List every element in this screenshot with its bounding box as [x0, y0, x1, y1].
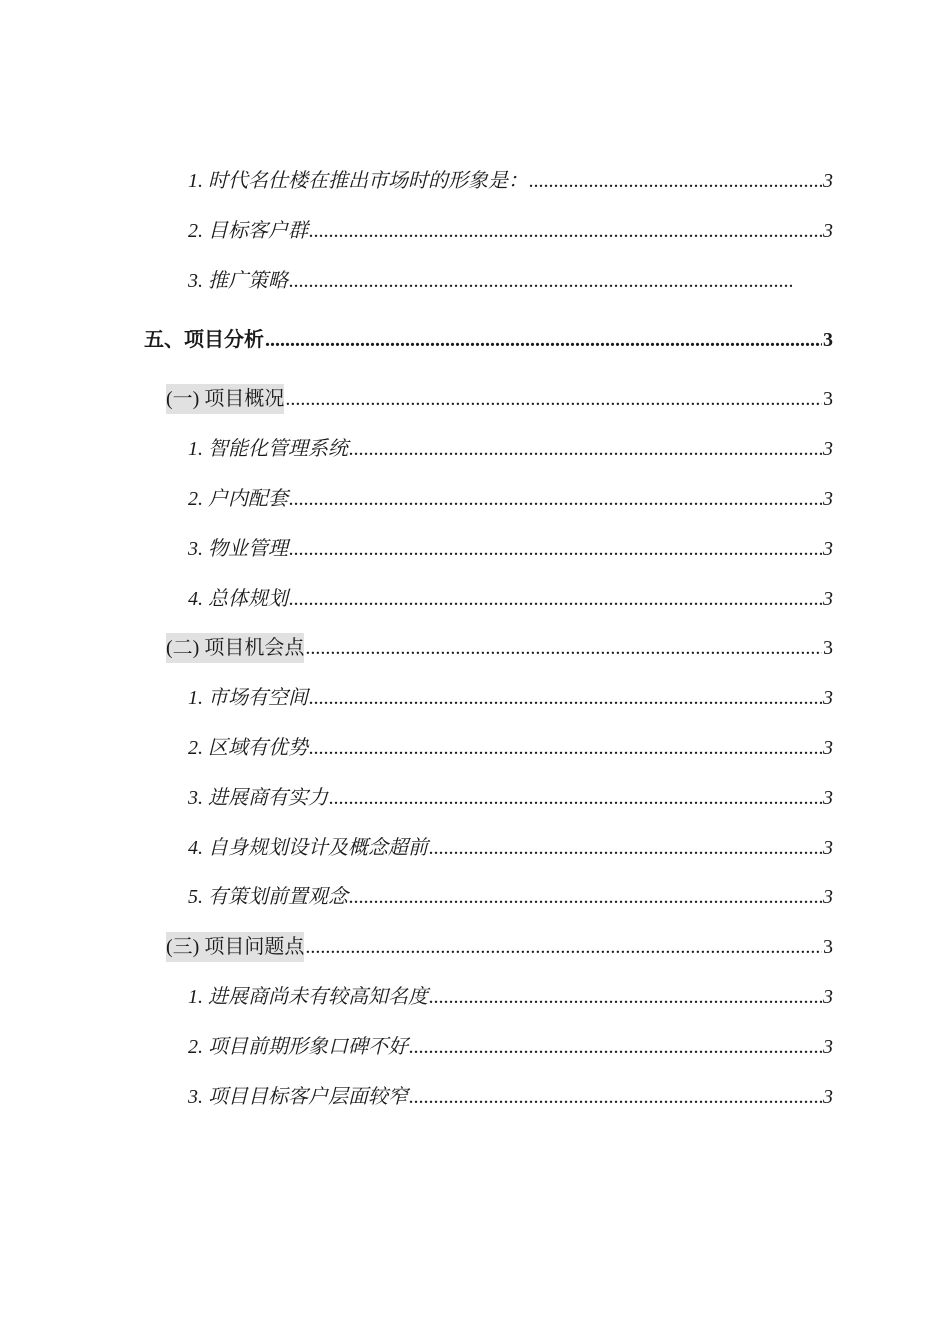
- toc-page-number: 3: [823, 687, 833, 709]
- toc-dot-leader: [409, 1032, 822, 1062]
- toc-page-number: 3: [823, 488, 833, 510]
- toc-entry-label: (二) 项目机会点: [166, 633, 304, 663]
- toc-entry-label: (三) 项目问题点: [166, 932, 304, 962]
- toc-entry[interactable]: [188, 733, 833, 763]
- toc-page-number: 3: [823, 986, 833, 1008]
- toc-page-number: 3: [823, 1086, 833, 1108]
- toc-entry[interactable]: [188, 1032, 833, 1062]
- toc-page-number: 3: [823, 220, 833, 242]
- toc-page-number: 3: [823, 837, 833, 859]
- toc-entry-label: 2. 区域有优势: [188, 737, 308, 759]
- toc-entry[interactable]: [188, 534, 833, 564]
- toc-entry-section[interactable]: [166, 633, 833, 663]
- toc-dot-leader: [349, 434, 822, 464]
- toc-entry-label: (一) 项目概况: [166, 384, 284, 414]
- toc-page-number: 3: [823, 588, 833, 610]
- toc-entry[interactable]: [188, 434, 833, 464]
- toc-entry-label: 3. 推广策略: [188, 270, 288, 292]
- toc-entry-label: 4. 总体规划: [188, 588, 288, 610]
- toc-entry-label: 3. 进展商有实力: [188, 787, 328, 809]
- toc-entry-label: 1. 进展商尚未有较高知名度: [188, 986, 428, 1008]
- toc-dot-leader: [289, 484, 822, 514]
- toc-page-number: 3: [823, 737, 833, 759]
- toc-entry-label: 4. 自身规划设计及概念超前: [188, 837, 428, 859]
- toc-entry[interactable]: [188, 982, 833, 1012]
- toc-entry-label: 3. 项目目标客户层面较窄: [188, 1086, 408, 1108]
- toc-page-number: 3: [823, 936, 833, 958]
- toc-dot-leader: [305, 633, 822, 663]
- toc-entry-section[interactable]: [166, 932, 833, 962]
- toc-entry-label: 3. 物业管理: [188, 538, 288, 560]
- toc-dot-leader: [289, 584, 822, 614]
- toc-entry[interactable]: [188, 216, 833, 246]
- toc-dot-leader: [265, 325, 822, 355]
- toc-entry-chapter[interactable]: [144, 325, 833, 355]
- toc-page-number: 3: [823, 329, 833, 351]
- toc-dot-leader: [305, 932, 822, 962]
- toc-entry[interactable]: [188, 166, 833, 196]
- toc-entry-label: 1. 市场有空间: [188, 687, 308, 709]
- toc-dot-leader: [309, 216, 822, 246]
- toc-dot-leader: [309, 733, 822, 763]
- toc-entry-label: 2. 项目前期形象口碑不好: [188, 1036, 408, 1058]
- toc-dot-leader: [409, 1082, 822, 1112]
- toc-entry[interactable]: [188, 584, 833, 614]
- toc-page-number: 3: [823, 787, 833, 809]
- toc-entry-label: 1. 智能化管理系统: [188, 438, 348, 460]
- toc-dot-leader: [529, 166, 822, 196]
- toc-page-number: 3: [823, 538, 833, 560]
- toc-entry-label: 5. 有策划前置观念: [188, 886, 348, 908]
- toc-page-number: 3: [823, 886, 833, 908]
- toc-entry[interactable]: [188, 484, 833, 514]
- toc-entry-label: 2. 户内配套: [188, 488, 288, 510]
- toc-dot-leader: [349, 882, 822, 912]
- toc-page-number: 3: [823, 1036, 833, 1058]
- toc-entry[interactable]: [188, 1082, 833, 1112]
- toc-entry[interactable]: [188, 882, 833, 912]
- toc-entry[interactable]: [188, 783, 833, 813]
- toc-page-number: 3: [823, 637, 833, 659]
- toc-entry-label: 1. 时代名仕楼在推出市场时的形象是：: [188, 170, 528, 192]
- toc-dot-leader: [329, 783, 822, 813]
- toc-dot-leader: [289, 266, 792, 296]
- toc-entry-label: 2. 目标客户群: [188, 220, 308, 242]
- toc-dot-leader: [429, 833, 822, 863]
- toc-dot-leader: [285, 384, 822, 414]
- toc-entry[interactable]: [188, 683, 833, 713]
- toc-page-number: 3: [823, 388, 833, 410]
- toc-dot-leader: [309, 683, 822, 713]
- toc-entry-section[interactable]: [166, 384, 833, 414]
- toc-dot-leader: [429, 982, 822, 1012]
- toc-page-number: 3: [823, 438, 833, 460]
- toc-page-number: 3: [823, 170, 833, 192]
- toc-entry[interactable]: [188, 833, 833, 863]
- toc-entry-label: 五、项目分析: [144, 329, 264, 351]
- toc-dot-leader: [289, 534, 822, 564]
- toc-entry[interactable]: [188, 266, 793, 296]
